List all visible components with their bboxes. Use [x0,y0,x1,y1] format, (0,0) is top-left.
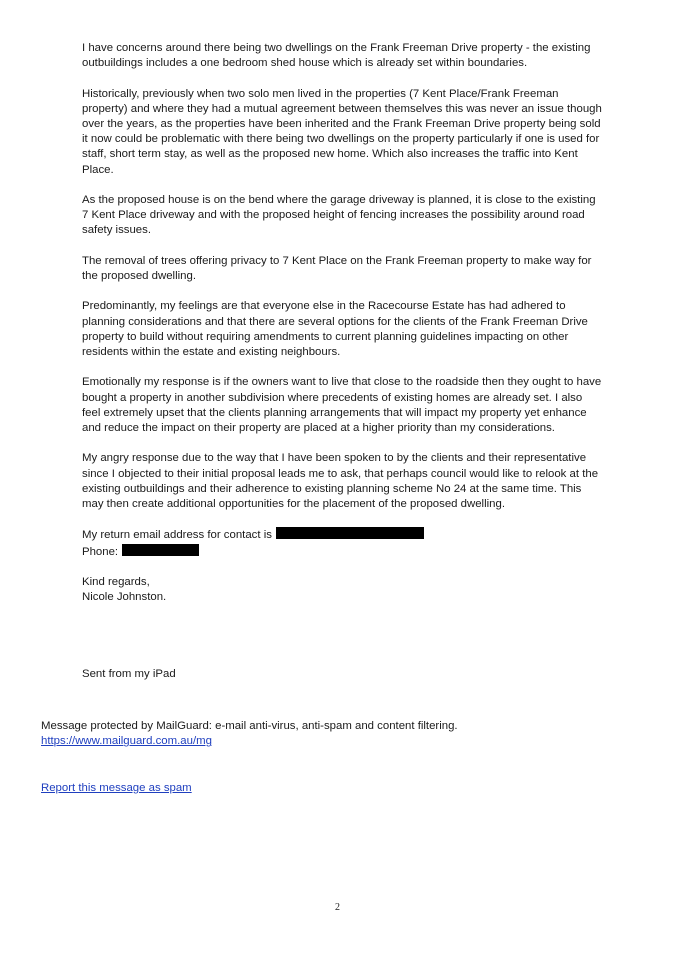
mailguard-footer [41,719,601,749]
signoff-block [82,575,602,605]
paragraph-2: Historically, previously when two solo men lived in the properties (7 Kent Place/Frank Freeman property) and where they had a mutual agreement between themselves this was never an issue though over the years, as the properties have been inherited and the Frank Freeman Drive property being sold it now could be problematic with there being two dwellings on the property particularly if one is used for staff, short term stay, as well as the proposed new home. Which also increases the traffic into Kent Place. [82,87,602,176]
paragraph-7: My angry response due to the way that I have been spoken to by the clients and their representative since I objected to their initial proposal leads me to ask, that perhaps council would like to relook at the existing outbuildings and their adherence to existing planning scheme No 24 at the same time. This may then create additional opportunities for the placement of the proposed dwelling. [82,452,599,510]
phone-label: Phone: [82,545,119,558]
closing: Kind regards, [82,575,150,588]
report-spam [41,781,192,796]
mailguard-link[interactable]: https://www.mailguard.com.au/mg [41,735,212,748]
paragraph-4: The removal of trees offering privacy to 7 Kent Place on the Frank Freeman property to make way for the proposed dwelling. [82,254,592,282]
report-spam-link[interactable]: Report this message as spam [41,782,192,794]
phone-redaction [122,544,199,556]
paragraph-5: Predominantly, my feelings are that everyone else in the Racecourse Estate has had adhered to planning considerations and that there are several options for the clients of the Frank Freeman Drive property to build without requiring amendments to current planning guidelines impacting on other residents within the estate and existing neighbours. [82,300,588,358]
paragraph-1: I have concerns around there being two dwellings on the Frank Freeman Drive property - the existing outbuildings includes a one bedroom shed house which is already set within boundaries. [82,42,591,70]
email-redaction [276,527,424,539]
paragraph-6: Emotionally my response is if the owners want to live that close to the roadside then they ought to have bought a property in another subdivision where precedents of existing homes are already set. I also feel extremely upset that the clients planning arrangements that will impact my property yet enhance and reduce the impact on their property are placed at a higher priority than my considerations. [82,376,602,434]
contact-block [82,527,602,559]
sent-from: Sent from my iPad [82,668,176,680]
email-label: My return email address for contact is [82,529,272,542]
mailguard-notice: Message protected by MailGuard: e-mail anti-virus, anti-spam and content filtering. [41,720,458,732]
email-body [82,41,602,621]
paragraph-3: As the proposed house is on the bend where the garage driveway is planned, it is close to the existing 7 Kent Place driveway and with the proposed height of fencing increases the possibility around road safety issues. [82,194,596,237]
page-number: 2 [335,902,340,913]
sender-name: Nicole Johnston. [82,591,167,604]
